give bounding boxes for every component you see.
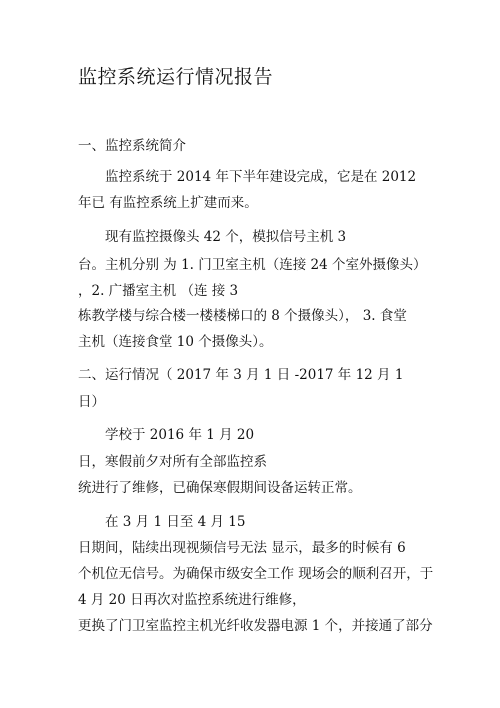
paragraph-line: 个机位无信号。为确保市级安全工作 现场会的顺利召开，于: [78, 566, 434, 582]
paragraph-line: 监控系统于 2014 年下半年建设完成，它是在 2012: [105, 169, 417, 185]
paragraph-line: ，2. 广播室主机 （连 接 3: [78, 283, 239, 299]
paragraph-line: 4 月 20 日再次对监控系统进行维修，: [78, 592, 306, 608]
paragraph-line: 更换了门卫室监控主机光纤收发器电源 1 个，并接通了部分: [78, 618, 433, 634]
paragraph-line: 学校于 2016 年 1 月 20: [105, 427, 255, 443]
document-title: 监控系统运行情况报告: [78, 66, 274, 88]
paragraph-line: 日期间，陆续出现视频信号无法 显示，最多的时候有 6: [78, 540, 406, 556]
paragraph-line: 统进行了维修，已确保寒假期间设备运转正常。: [78, 480, 362, 496]
paragraph-line: 在 3 月 1 日至 4 月 15: [105, 514, 246, 530]
paragraph-line: 栋教学楼与综合楼一楼楼梯口的 8 个摄像头）， 3. 食堂: [78, 308, 407, 324]
section-heading-operation-cont: 日）: [78, 394, 105, 410]
paragraph-line: 主机（连接食堂 10 个摄像头）。: [78, 334, 273, 350]
paragraph-line: 台。主机分别 为 1. 门卫室主机（连接 24 个室外摄像头）: [78, 257, 427, 273]
paragraph-line: 现有监控摄像头 42 个，模拟信号主机 3: [105, 229, 347, 245]
section-heading-operation: 二、运行情况（ 2017 年 3 月 1 日 -2017 年 12 月 1: [78, 367, 404, 383]
section-heading-intro: 一、监控系统简介: [78, 138, 186, 154]
paragraph-line: 年已 有监控系统上扩建而来。: [78, 195, 258, 211]
paragraph-line: 日，寒假前夕对所有全部监控系: [78, 454, 267, 470]
